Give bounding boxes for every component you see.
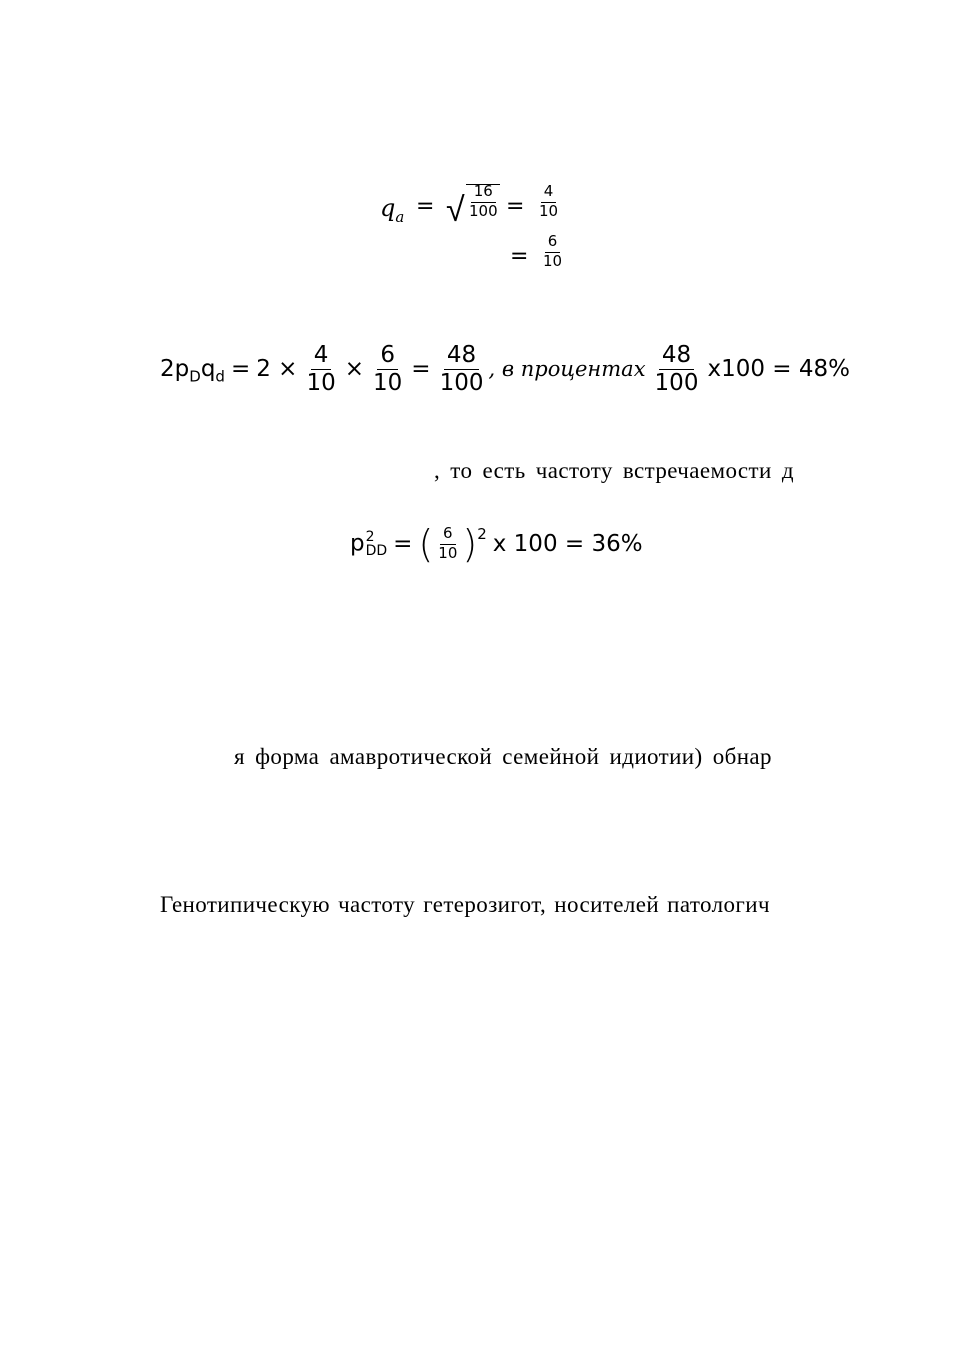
formula2-tail: x100 = 48% [707,356,850,382]
formula2-in-percent: , в процентах [488,357,646,381]
radical-fraction: $\frac{16}{100}$ [469,182,498,220]
formula3-tail: x 100 = 36% [492,531,643,557]
formula-qa-lhs: $q_a$ [380,194,405,226]
formula-homozygote: p 2 DD = ( $\frac{6}{10}$ ) $^2$ x 100 = 36% [350,522,643,566]
result-fraction-1: $\frac{4}{10}$ [539,182,559,220]
formula2-fraction-4: $\frac{48}{100}$ [654,341,699,396]
formula2-fraction-3: $\frac{48}{100}$ [439,341,484,396]
formula-qa-eq3: = [510,244,529,269]
formula3-lhs: p 2 DD [350,529,388,559]
formula-qa [380,180,600,290]
radical-sign: √ [446,190,465,230]
formula2-times: × [344,356,365,382]
formula2-fraction-1: $\frac{4}{10}$ [306,341,336,396]
formula3-right-paren: ) [462,522,478,566]
formula3-fraction: $\frac{6}{10}$ [438,524,458,562]
formula2-two-times: 2 × [256,356,298,382]
result-fraction-2: $\frac{6}{10}$ [543,232,563,270]
text-line-2: я форма амавротической семейной идиотии) обнар [234,744,772,769]
formula-qa-eq1: = [416,194,435,219]
formula2-lhs: $2p_Dq_d$ [160,356,225,386]
formula2-fraction-2: $\frac{6}{10}$ [373,341,403,396]
formula-heterozygote [160,334,850,404]
text-line-3: Генотипическую частоту гетерозигот, носителей патологич [160,892,770,917]
text-line-1: , то есть частоту встречаемости д [434,458,794,483]
formula3-eq1: = [393,531,413,557]
formula-qa-eq2: = [506,194,525,219]
formula2-eq2: = [411,356,431,382]
formula3-left-paren: ( [418,522,434,566]
formula2-eq1: = [230,356,251,382]
